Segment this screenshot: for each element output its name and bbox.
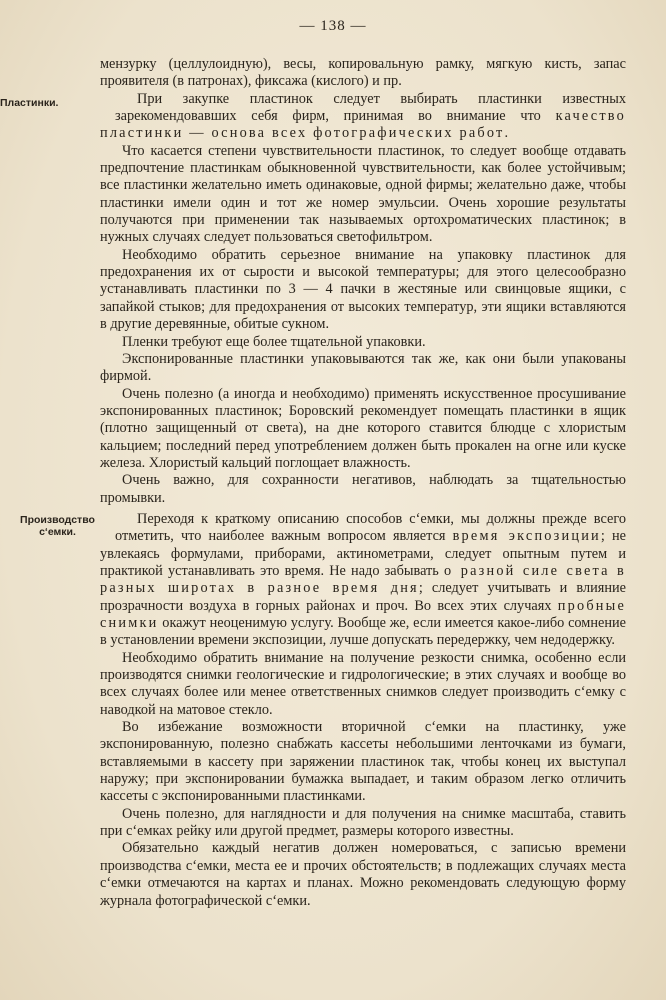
paragraph-plates — [0, 90, 626, 143]
paragraph-shooting — [20, 510, 627, 650]
margin-note-shooting — [0, 511, 115, 538]
spaced-emphasis: качество пластинки — основа всех фотографических работ — [100, 108, 626, 142]
paragraph: Что касается степени чувствительности пластинок, то следует вообще отдавать предпочтение пластинкам обыкновенной чувствительности, как более устойчивым; все пластинки желательно иметь одинаковые, одной фирмы; желательно даже, чтобы пластинки имели один и тот же номер эмульсии. Очень хорошие результаты получаются при применении так называемых ортохроматических пластинок; в нужных случаях следует пользоваться светофильтром. — [100, 142, 626, 246]
spaced-emphasis: время экспозиции — [452, 528, 601, 545]
spaced-emphasis: пробные снимки — [100, 597, 626, 631]
page-body — [0, 56, 627, 910]
paragraph: Необходимо обратить внимание на получение резкости снимка, особенно если производятся снимки геологические и гидрологические; в этих случаях и вообще во всех случаях более или менее ответственных снимков следует производить с‘емку с наводкой на матовое стекло. — [100, 649, 626, 718]
margin-note-plates: Пластинки. — [0, 96, 59, 109]
paragraph: мензурку (целлулоидную), весы, копировальную рамку, мягкую кисть, запас проявителя (в патронах), фиксажа (кислого) и пр. — [100, 56, 626, 90]
paragraph: Во избежание возможности вторичной с‘емки на пластинку, уже экспонированную, полезно снабжать кассеты небольшими ленточками из бумаги, вставляемыми в кассету при заряжении пластинок так, чтобы конец их выступал наружу; при экспонировании бумажка выпадает, и таким образом легко отличить кассеты с экспонированными пластинками. — [100, 719, 626, 805]
paragraph: Обязательно каждый негатив должен номероваться, с записью времени производства с‘емки, места ее и прочих обстоятельств; в подлежащих случаях места с‘емки отмечаются на картах и планах. Можно рекомендовать следующую форму журнала фотографической с‘емки. — [100, 840, 626, 909]
text-run: ; следует учитывать и влияние прозрачности воздуха в горных районах и проч. Во всех этих случаях — [100, 580, 626, 614]
paragraph: Очень полезно, для наглядности и для получения на снимке масштаба, ставить при с‘емках рейку или другой предмет, размеры которого известны. — [100, 805, 626, 840]
text-run: ; не увлекаясь формулами, приборами, актинометрами, следует опытным путем и практикой устанавливать это время. Не надо забывать — [100, 528, 627, 579]
margin-note-line: с‘емки. — [39, 525, 76, 538]
text-run: окажут неоценимую услугу. Вообще же, если имеется какое-либо сомнение в установлении времени экспозиции, лучше допускать передержку, чем недодержку. — [100, 615, 626, 649]
paragraph: Очень полезно (а иногда и необходимо) применять искусственное просушивание экспонированных пластинок; Боровский рекомендует помещать пластинки в ящик (плотно защищенный от света), на дне которого ставится блюдце с хлористым кальцием; последний перед употреблением должен быть прокален на огне или куске железа. Хлористый кальций поглощает влажность. — [100, 385, 626, 471]
spaced-emphasis: о разной силе света в разных широтах в разное время дня — [100, 562, 627, 597]
paragraph: Пленки требуют еще более тщательной упаковки. — [122, 333, 426, 350]
paragraph: Экспонированные пластинки упаковываются так же, как они были упакованы фирмой. — [100, 350, 626, 385]
text-run: Переходя к краткому описанию способов с‘емки, мы должны прежде всего отметить, что наиболее важным вопросом является — [115, 510, 626, 545]
text-run: . — [504, 125, 509, 142]
page-number: — 138 — — [299, 18, 367, 34]
text-run: При закупке пластинок следует выбирать пластинки известных зарекомендовавших себя фирм, принимая во внимание что — [115, 90, 626, 125]
paragraph: Очень важно, для сохранности негативов, наблюдать за тщательностью промывки. — [100, 472, 626, 506]
paragraph: Необходимо обратить серьезное внимание на упаковку пластинок для предохранения их от сырости и высокой температуры; для этого целесообразно устанавливать пластинки по 3 — 4 пачки в жестяные или свинцовые ящики, с запайкой стыков; для предохранения от высоких температур, эти ящики вставляются в другие деревянные, обитые сукном. — [100, 246, 626, 333]
margin-note-line: Производство — [20, 513, 95, 526]
